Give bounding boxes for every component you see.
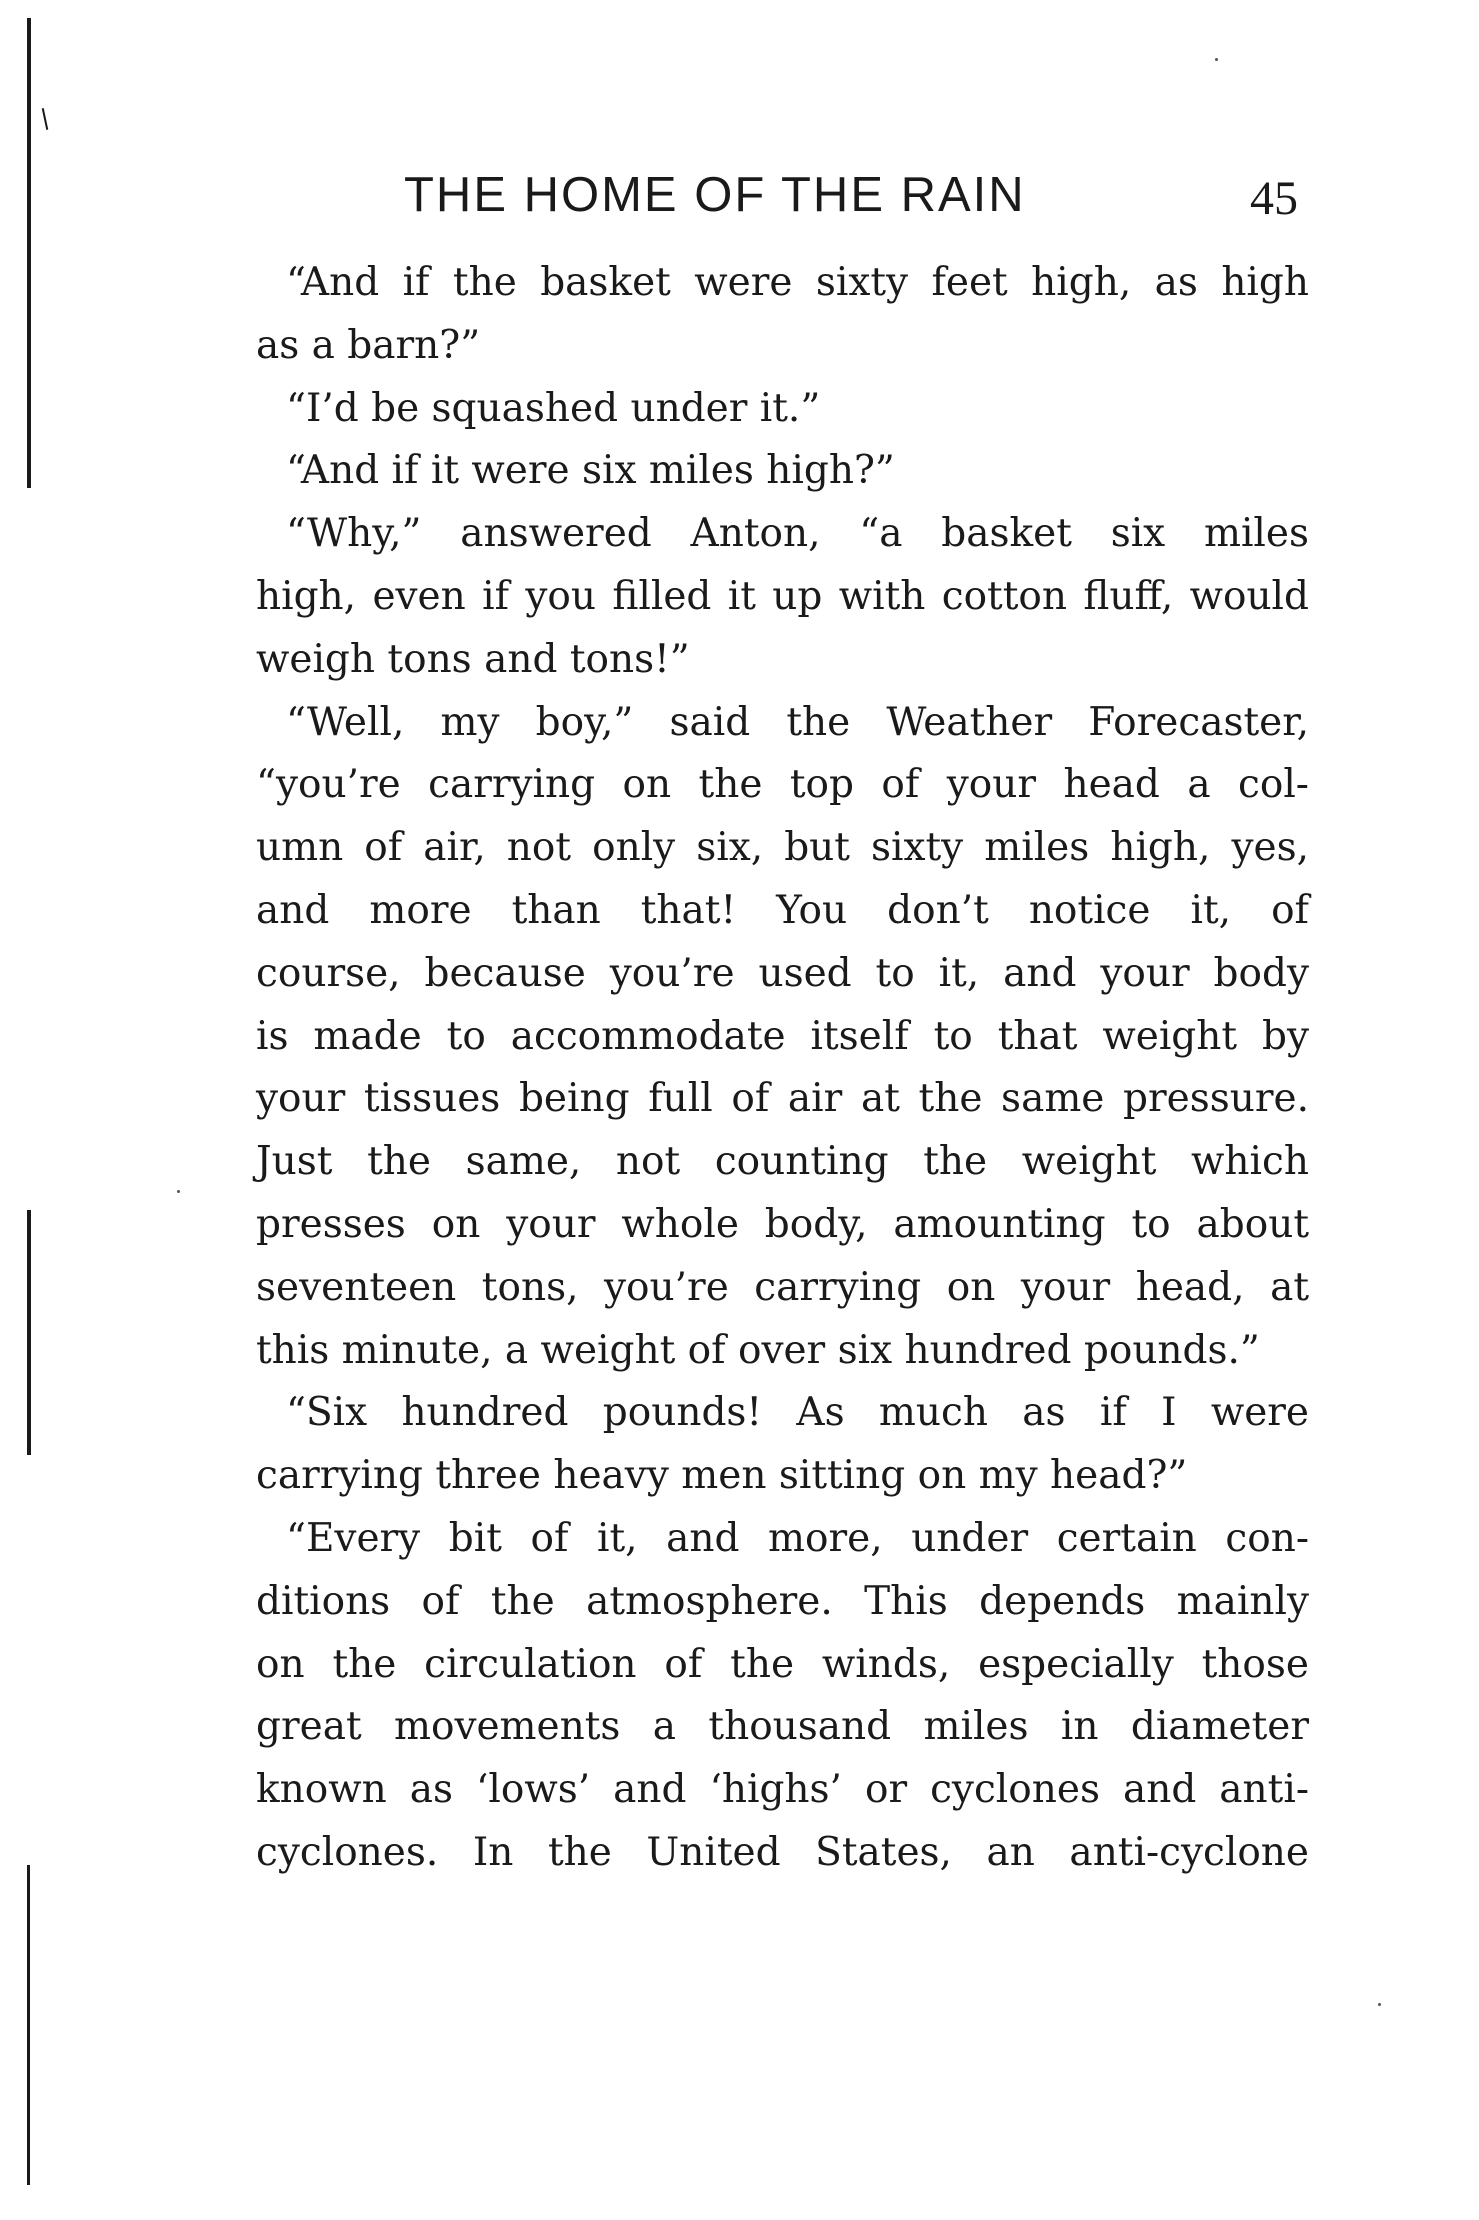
text-line: your tissues being full of air at the same pressure.: [256, 1076, 1309, 1122]
dust-speck: [177, 1190, 180, 1193]
text-line: on the circulation of the winds, especially those: [256, 1641, 1309, 1687]
scan-edge-mark-bottom: [27, 1865, 30, 2185]
text-line: “Why,” answered Anton, “a basket six miles: [286, 511, 1309, 557]
text-line: umn of air, not only six, but sixty miles high, yes,: [256, 825, 1309, 871]
dust-speck: [1378, 2003, 1381, 2006]
text-line: known as ‘lows’ and ‘highs’ or cyclones and anti-: [256, 1767, 1309, 1813]
text-line: cyclones. In the United States, an anti-cyclone: [256, 1829, 1309, 1875]
text-line: high, even if you filled it up with cotton fluff, would: [256, 573, 1309, 619]
text-line: Just the same, not counting the weight which: [256, 1139, 1309, 1185]
text-line: “you’re carrying on the top of your head a col-: [256, 762, 1309, 808]
text-line: this minute, a weight of over six hundred pounds.”: [256, 1327, 1260, 1373]
text-line: and more than that! You don’t notice it, of: [256, 887, 1309, 933]
text-line: course, because you’re used to it, and your body: [256, 950, 1309, 996]
text-line: carrying three heavy men sitting on my head?”: [256, 1453, 1188, 1499]
dust-speck: [1215, 58, 1218, 61]
text-line: “And if the basket were sixty feet high, as high: [286, 260, 1309, 305]
page-header: [0, 160, 1479, 230]
page-number: 45: [1250, 172, 1298, 225]
scan-edge-mark-top: [27, 18, 31, 488]
text-line: “I’d be squashed under it.”: [286, 385, 821, 431]
text-line: weigh tons and tons!”: [256, 636, 690, 682]
scan-edge-tick: [42, 108, 49, 130]
running-title: THE HOME OF THE RAIN: [404, 168, 1026, 222]
text-line: is made to accommodate itself to that weight by: [256, 1013, 1309, 1059]
text-line: “Every bit of it, and more, under certain con-: [286, 1515, 1309, 1561]
text-line: as a barn?”: [256, 322, 481, 368]
text-line: seventeen tons, you’re carrying on your head, at: [256, 1264, 1309, 1310]
body-text: [256, 252, 1309, 1885]
text-line: “Well, my boy,” said the Weather Forecaster,: [286, 699, 1309, 745]
text-line: ditions of the atmosphere. This depends mainly: [256, 1578, 1309, 1624]
scan-edge-mark-middle: [27, 1210, 31, 1455]
text-line: great movements a thousand miles in diameter: [256, 1704, 1309, 1750]
text-line: presses on your whole body, amounting to about: [256, 1201, 1309, 1247]
text-line: “And if it were six miles high?”: [286, 448, 895, 494]
text-line: “Six hundred pounds! As much as if I were: [286, 1390, 1309, 1436]
